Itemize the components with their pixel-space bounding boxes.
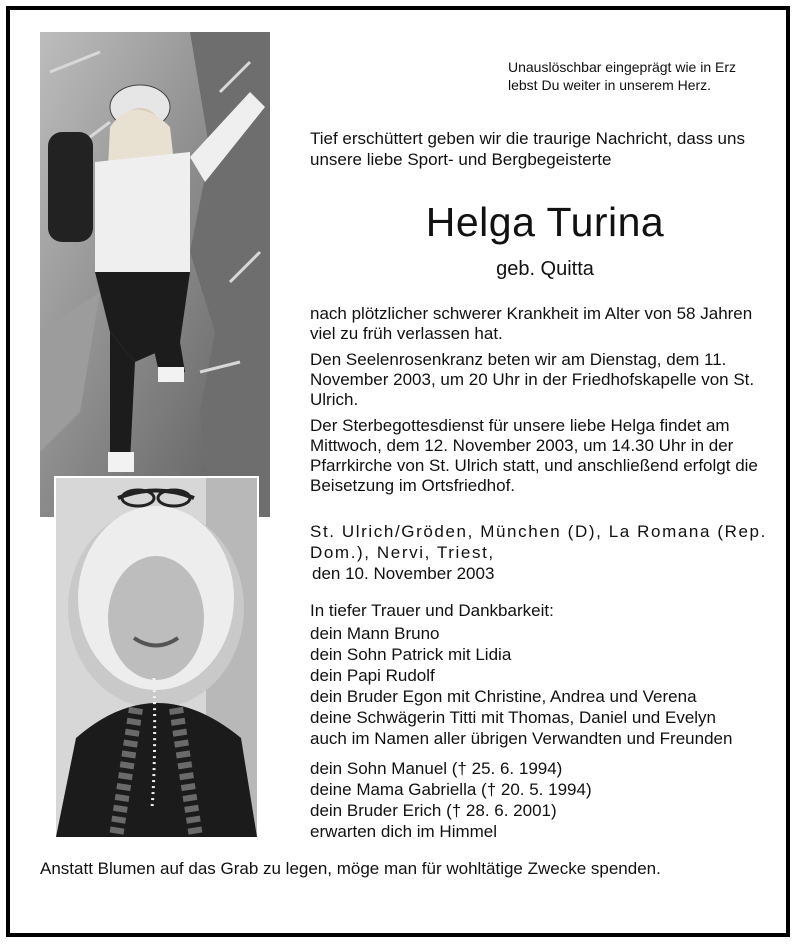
- donation-request: Anstatt Blumen auf das Grab zu legen, möge man für wohltätige Zwecke spenden.: [40, 859, 661, 878]
- motto-line-2: lebst Du weiter in unserem Herz.: [508, 77, 712, 93]
- predeceased-section: [310, 758, 790, 842]
- place-and-date: [310, 521, 780, 584]
- list-item: deine Mama Gabriella († 20. 5. 1994): [310, 780, 592, 799]
- list-item: dein Bruder Erich († 28. 6. 2001): [310, 801, 557, 820]
- motto-line-1: Unauslöschbar eingeprägt wie in Erz: [508, 59, 737, 75]
- funeral-paragraph: Der Sterbegottesdienst für unsere liebe Helga findet am Mittwoch, dem 12. November 2003, um 14.30 Uhr in der Pfarrkirche von St. Ulrich statt, und anschließend erfolgt die Beisetzung im Ortsfriedhof.: [310, 416, 758, 495]
- rosary-paragraph: Den Seelenrosenkranz beten wir am Dienstag, dem 11. November 2003, um 20 Uhr in der Friedhofskapelle von St. Ulrich.: [310, 350, 755, 409]
- list-item: dein Sohn Manuel († 25. 6. 1994): [310, 759, 563, 778]
- birth-name: geb. Quitta: [496, 258, 594, 280]
- portrait-photo: [54, 476, 259, 839]
- climbing-photo: [40, 32, 270, 517]
- mourners-section: [310, 600, 790, 749]
- list-item: dein Papi Rudolf: [310, 666, 435, 685]
- deceased-name: Helga Turina: [425, 199, 665, 245]
- list-item: dein Mann Bruno: [310, 624, 440, 643]
- predeceased-list: [310, 758, 790, 842]
- notice-date: den 10. November 2003: [312, 564, 495, 583]
- list-item: auch im Namen aller übrigen Verwandten und Freunden: [310, 729, 733, 748]
- list-item: deine Schwägerin Titti mit Thomas, Daniel und Evelyn: [310, 708, 716, 727]
- intro-text: Tief erschüttert geben wir die traurige Nachricht, dass uns unsere liebe Sport- und Bergbegeisterte: [310, 129, 745, 169]
- list-item: dein Bruder Egon mit Christine, Andrea und Verena: [310, 687, 697, 706]
- age-paragraph: nach plötzlicher schwerer Krankheit im Alter von 58 Jahren viel zu früh verlassen hat.: [310, 304, 753, 343]
- places-list: St. Ulrich/Gröden, München (D), La Romana (Rep. Dom.), Nervi, Triest,: [310, 522, 767, 562]
- mourners-list: [310, 623, 790, 749]
- announcement-body: [310, 304, 778, 502]
- mourners-heading: In tiefer Trauer und Dankbarkeit:: [310, 601, 554, 620]
- list-item: dein Sohn Patrick mit Lidia: [310, 645, 512, 664]
- memorial-motto: [508, 58, 778, 94]
- list-item: erwarten dich im Himmel: [310, 822, 498, 841]
